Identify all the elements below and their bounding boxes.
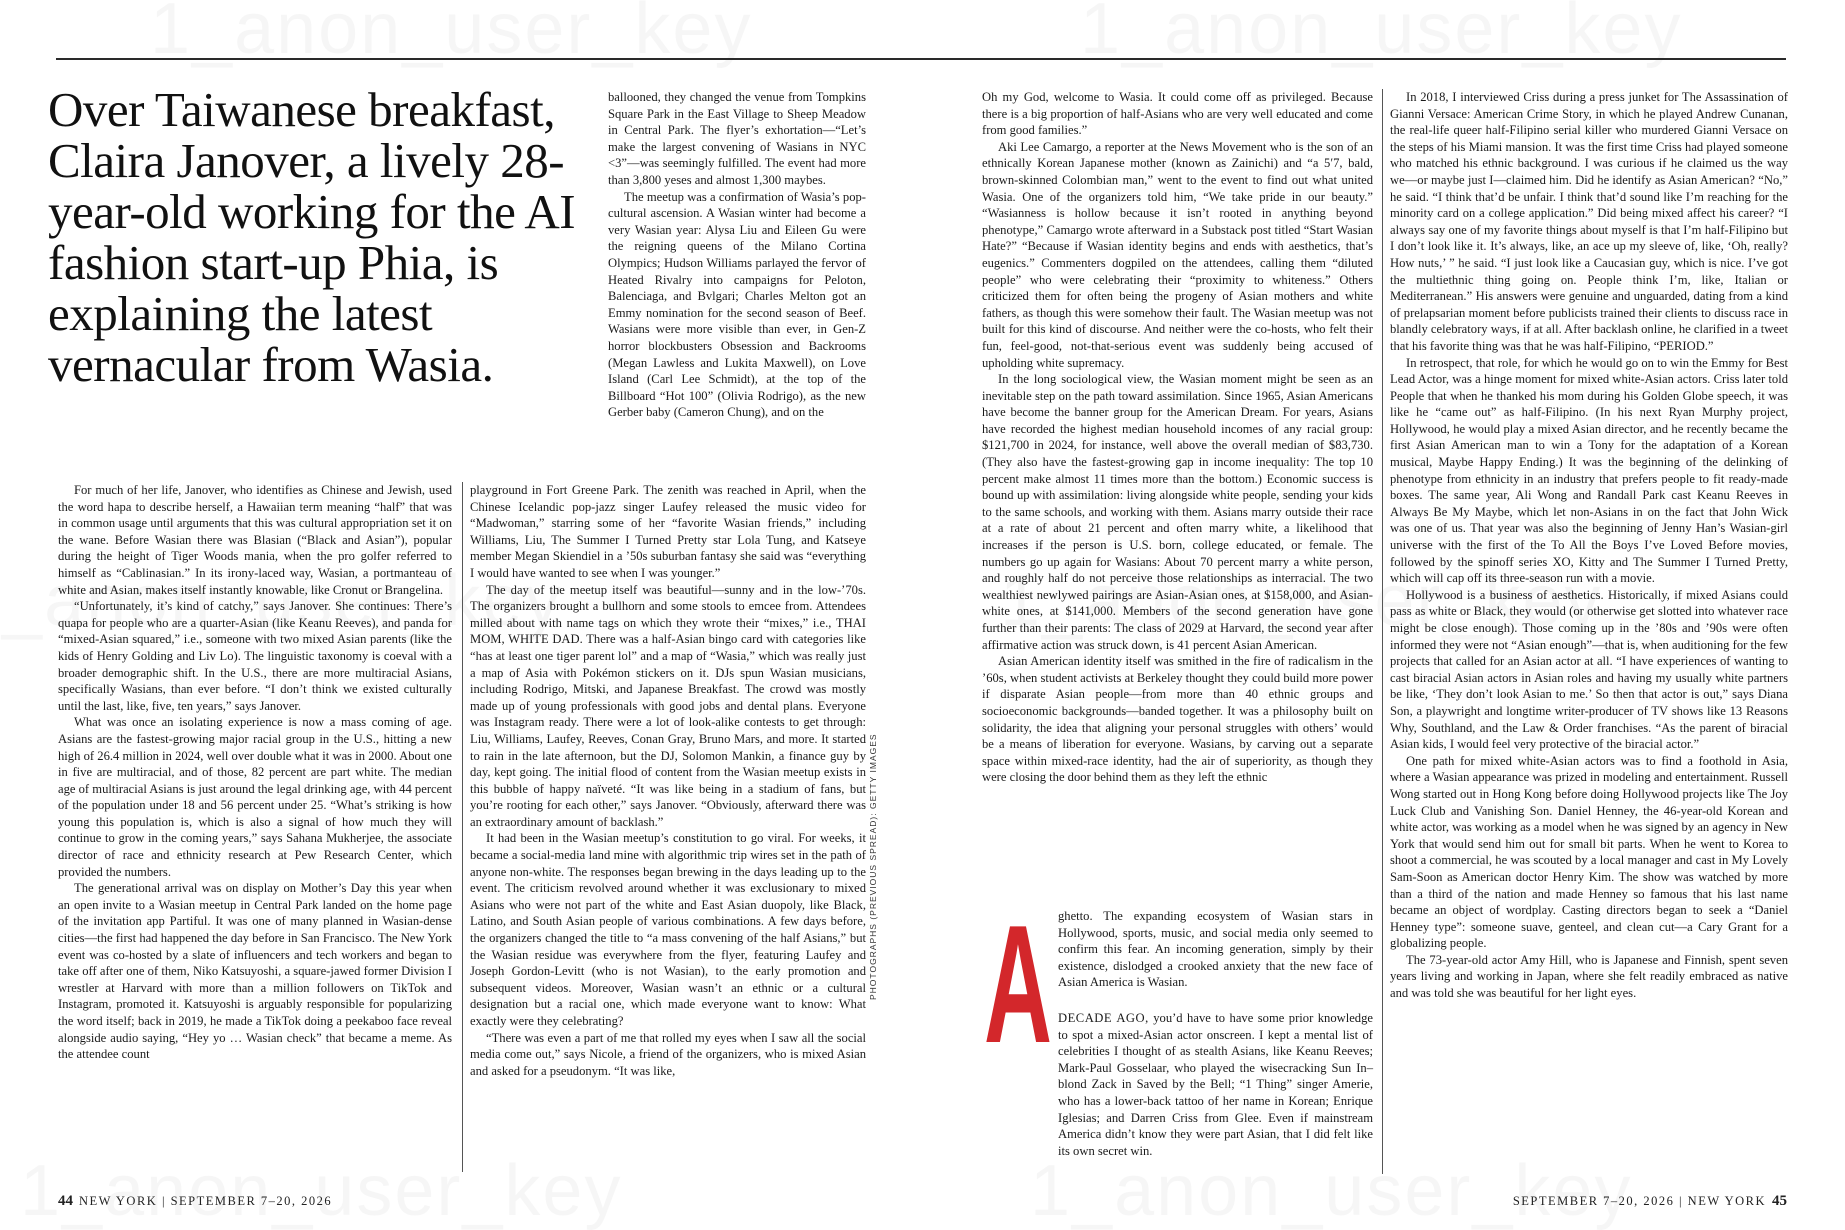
paragraph bbox=[1058, 1010, 1373, 1159]
folio-text: NEW YORK | SEPTEMBER 7–20, 2026 bbox=[79, 1194, 333, 1208]
paragraph: The generational arrival was on display on Mother’s Day this year when an open invite to a Wasian meetup in Central Park landed on the home page of the invitation app Partiful. It was one of many planned in Wasian-dense cities—the first had happened the day before in San Francisco. The New York event was co-hosted by a slate of influencers and tech workers and began to take off after one of them, Niko Katsuyoshi, a square-jawed former Division I wrestler at Harvard with more than a million followers on TikTok and Instagram, promoted it. Katsuyoshi is arguably responsible for popularizing the word itself; back in 2019, he made a TikTok doing a peekaboo face reveal alongside audio saying, “Hey yo … Wasian check” that became a meme. As the attendee count bbox=[58, 881, 452, 1062]
paragraph: In the long sociological view, the Wasian moment might be seen as an inevitable step on the path toward assimilation. Since 1965, Asian Americans have become the banner group for the American Dream. For years, Asians have recorded the highest median household incomes of any racial group: $121,700 in 2024, for instance, well above the overall median of $83,730. (They also have the fastest-growing gap in income inequality: The top 10 percent make almost 11 times more than the bottom.) Economic success is bound up with assimilation: living alongside white people, sending your kids to the same schools, and working with them. Asians marry outside their race at a rate of about 21 percent and often marry white, a likelihood that increases if the person is U.S. born, college educated, or female. The numbers go up again for Wasians: About 70 percent marry a white person, and roughly half do not perceive those relationships as interracial. The two wealthiest newlywed pairings are Asian-Asian ones, at $158,000, and Asian-white ones, at $141,000. Members of the second generation have gone further than their parents: The class of 2029 at Harvard, the second year after affirmative action was struck down, is 41 percent Asian American. bbox=[982, 372, 1373, 652]
paragraph: It had been in the Wasian meetup’s constitution to go viral. For weeks, it became a social-media land mine with algorithmic trip wires set in the path of anyone non-white. The responses began brewing in the days leading up to the event. The criticism revolved around whether it was exclusionary to mixed Asians who were not part of the white and East Asian duopoly, like Black, Latino, and South Asian people of various combinations. A few days before, the organizers changed the title to “a mass convening of the half Asians,” but the Wasian residue was everywhere from the flyer, featuring Laufey and Joseph Gordon-Levitt (who is not Wasian), to the early promotion and subsequent videos. Moreover, Wasian wasn’t an ethnic or a cultural designation but a racial one, which made everyone want to know: What exactly were they celebrating? bbox=[470, 831, 866, 1028]
paragraph: Hollywood is a business of aesthetics. Historically, if mixed Asians could pass as white or Black, they would (or otherwise get slotted into whatever race might be close enough). Those coming up in the ’80s and ’90s were often informed they were not “Asian enough”—that is, when auditioning for the few projects that called for an Asian actor at all. “I have experiences of wanting to cast biracial Asian actors in Asian roles and having my usually white partners be like, ‘They don’t look Asian to me.’ So then that actor is out,” says Diana Son, a playwright and longtime writer-producer of TV shows like 13 Reasons Why, Southland, and the Law & Order franchises. “As the parent of biracial Asian kids, I would feel very protective of the biracial actor.” bbox=[1390, 587, 1788, 752]
paragraph: The 73-year-old actor Amy Hill, who is Japanese and Finnish, spent seven years living and working in Japan, where she felt readily embraced as native and was told she was beautiful for her light eyes. bbox=[1390, 952, 1788, 1001]
folio-right bbox=[1513, 1193, 1787, 1210]
paragraph: “There was even a part of me that rolled my eyes when I saw all the social media come out,” says Nicole, a friend of the organizers, who is mixed Asian and asked for a pseudonym. “It was like, bbox=[470, 1030, 866, 1078]
column-1 bbox=[58, 482, 452, 1063]
column-3 bbox=[982, 89, 1373, 786]
column-rule bbox=[1382, 89, 1383, 1174]
page-number: 45 bbox=[1772, 1193, 1787, 1209]
paragraph: ghetto. The expanding ecosystem of Wasian stars in Hollywood, sports, music, and social media only seemed to confirm this fear. An incoming generation, simply by their existence, dislodged a crooked anxiety that the new face of Asian America is Wasian. bbox=[1058, 909, 1373, 990]
paragraph: Aki Lee Camargo, a reporter at the News Movement who is the son of an ethnically Korean Japanese mother (known as Zainichi) and “a 5′7, bald, brown-skinned Colombian man,” went to the event to find out what united Wasia. One of the organizers told him, “We take pride in our beauty.” “Wasianness is hollow because it isn’t rooted in anything beyond phenotype,” Camargo wrote afterward in a Substack post titled “Start Wasian Hate?” “Because if Wasian identity begins and ends with aesthetics, that’s eugenics.” Commenters dogpiled on the attendees, calling them “diluted people” who were celebrating their “proximity to whiteness.” Others criticized them for often being the progeny of Asian mothers and white fathers, as though this were somehow their fault. The Wasian meetup was not built for this kind of discourse. And neither were the co-hosts, who felt their fun, feel-good, not-that-serious event was suddenly being accused of upholding white supremacy. bbox=[982, 139, 1373, 370]
paragraph: One path for mixed white-Asian actors was to find a foothold in Asia, where a Wasian appearance was prized in modeling and entertainment. Russell Wong started out in Hong Kong before doing Hollywood projects like The Joy Luck Club and Vanishing Son. Daniel Henney, the 46-year-old Korean and white actor, was working as a model when he was signed by an agency in New York that would send him out for small bit parts. When he went to Korea to shoot a commercial, he was scouted by a local manager and cast in My Lovely Sam-Soon as American doctor Henry Kim. The show was watched by more than a third of the nation and made Henney so famous that his last name became an object of wordplay. Casting directors began to seek a “Daniel Henney type”: someone suave, genteel, and clean cut—a Cary Grant for a globalizing people. bbox=[1390, 753, 1788, 951]
dropcap-letter: A bbox=[984, 918, 1052, 1046]
page-number: 44 bbox=[58, 1193, 73, 1209]
folio-left bbox=[58, 1193, 332, 1210]
paragraph: For much of her life, Janover, who identifies as Chinese and Jewish, used the word hapa to describe herself, a Hawaiian term meaning “half” that was in common usage until arguments that this was cultural appropriation set it on the wane. Before Wasian there was Blasian (“Black and Asian”), popular during the height of Tiger Woods mania, when the pro golfer referred to himself as “Cablinasian.” In its irony-laced way, Wasian, a portmanteau of white and Asian, makes itself instantly knowable, like Cronut or Brangelina. bbox=[58, 483, 452, 597]
column-3-after-dropcap bbox=[1058, 1010, 1373, 1159]
dropcap-a bbox=[984, 918, 1052, 1046]
paragraph: ballooned, they changed the venue from Tompkins Square Park in the East Village to Sheep Meadow in Central Park. The flyer’s exhortation—“Let’s make the largest convening of Wasians in NYC <3”—was seemingly fulfilled. The event had more than 3,800 yeses and almost 1,300 maybes. bbox=[608, 90, 866, 187]
paragraph: What was once an isolating experience is now a mass coming of age. Asians are the fastest-growing major racial group in the U.S., hitting a new high of 26.4 million in 2024, well over double what it was in 2000. About one in five are multiracial, and of those, 82 percent are part white. The median age of multiracial Asians is just around the legal drinking age, with 44 percent of the population under 18 and 56 percent under 25. “What’s striking is how young this population is, which is also a signal of how much they will continue to grow in the coming years,” says Sahana Mukherjee, the associate director of race and ethnicity research at Pew Research Center, which provided the numbers. bbox=[58, 715, 452, 879]
paragraph: playground in Fort Greene Park. The zenith was reached in April, when the Chinese Icelandic pop-jazz singer Laufey released the music video for “Madwoman,” starring some of her “favorite Wasian friends,” including Williams, Liu, The Summer I Turned Pretty star Lola Tung, and Katseye member Megan Skiendiel in a ’50s suburban fantasy she said was “everything I would have wanted to see when I was younger.” bbox=[470, 483, 866, 580]
headline: Over Taiwanese breakfast, Claira Janover, a lively 28-year-old working for the AI fashion start-up Phia, is explaining the latest vernacular from Wasia. bbox=[48, 82, 576, 392]
paragraph: The meetup was a confirmation of Wasia’s pop-cultural ascension. A Wasian winter had become a very Wasian year: Alysa Liu and Eileen Gu were the reigning queens of the Milano Cortina Olympics; Hudson Williams parlayed the fervor of Heated Rivalry into campaigns for Peloton, Balenciaga, and Bvlgari; Charles Melton got an Emmy nomination for the second season of Beef. Wasians were more visible than ever, in Gen-Z horror blockbusters Obsession and Backrooms (Megan Lawless and Lukita Maxwell), on Love Island (Carl Lee Schmidt), at the top of the Billboard “Hot 100” (Olivia Rodrigo), as the new Gerber baby (Cameron Chung), and on the bbox=[608, 189, 866, 420]
paragraph: “Unfortunately, it’s kind of catchy,” says Janover. She continues: There’s quapa for people who are a quarter-Asian (like Keanu Reeves), and panda for “mixed-Asian squared,” i.e., someone with two mixed Asian parents (like the kids of Henry Golding and Liv Lo). The linguistic taxonomy is coeval with a broader demographic shift. In the U.S., there are more multiracial Asians, specifically Wasians, than ever before. “I don’t think we existed culturally until the last, like, five, ten years,” says Janover. bbox=[58, 599, 452, 713]
column-3-wrap bbox=[1058, 908, 1373, 991]
watermark-text bbox=[20, 1150, 622, 1230]
folio-text: SEPTEMBER 7–20, 2026 | NEW YORK bbox=[1512, 1194, 1766, 1208]
paragraph-body: you’d have to have some prior knowledge to spot a mixed-Asian actor onscreen. I kept a mental list of celebrities I thought of as stealth Asians, like Keanu Reeves; Mark-Paul Gosselaar, who played the wisecracking Sun In–blond Zack in Saved by the Bell; “1 Thing” singer Amerie, who has a lower-back tattoo of her name in Korean; Enrique Iglesias; and Darren Criss from Glee. Even if mainstream America didn’t know they were part Asian, that I did felt like its own secret win. bbox=[1058, 1011, 1373, 1158]
column-rule bbox=[462, 482, 463, 1172]
paragraph: Oh my God, welcome to Wasia. It could come off as privileged. Because there is a big proportion of half-Asians who are very well educated and come from good families.” bbox=[982, 90, 1373, 138]
column-2 bbox=[470, 482, 866, 1079]
column-2-top bbox=[608, 89, 866, 421]
paragraph: In 2018, I interviewed Criss during a press junket for The Assassination of Gianni Versace: American Crime Story, in which he played Andrew Cunanan, the real-life queer half-Filipino serial killer who murdered Gianni Versace on the steps of his Miami mansion. It was the first time Criss had played someone who matched his ethnic background. I was curious if he claimed us the way we—or maybe just I—claimed him. Did he identify as Asian American? “No,” he said. “I think that’d be unfair. I think that’d sound like I’m reaching for the minority card on a college application.” Did being mixed affect his career? “I always say one of my favorite things about myself is that I’m half-Filipino but I don’t look like it. It’s always, like, an ace up my sleeve of, like, ‘Oh, really? How nuts,’ ” he said. “I just look like a Caucasian guy, which is nice. I’ve got the multiethnic thing going on. People think I’m, like, Italian or Mediterranean.” His answers were genuine and unguarded, dating from a kind of prelapsarian moment before publicists trained their clients to discuss race in blandly celebratory ways, if at all. After backlash online, he clarified in a tweet that his favorite thing was that he was half-Filipino, “PERIOD.” bbox=[1390, 90, 1788, 353]
paragraph: Asian American identity itself was smithed in the fire of radicalism in the ’60s, when student activists at Berkeley thought they could build more power if disparate Asian people—from more than 40 ethnic groups and socioeconomic backgrounds—banded together. It was a philosophy built on solidarity, the idea that aligning your personal struggles with others’ would be a means of liberation for everyone. Wasians, by carving out a separate space within mixed-race identity, had the air of superiority, as though they were closing the door behind them as they left the ethnic bbox=[982, 654, 1373, 785]
lead-in: DECADE AGO, bbox=[1058, 1011, 1149, 1025]
paragraph: The day of the meetup itself was beautiful—sunny and in the low-’70s. The organizers brought a bullhorn and some stools to emcee from. Attendees milled about with name tags on which they wrote their “mixes,” i.e., THAI MOM, WHITE DAD. There was a half-Asian bingo card with categories like “has at least one tiger parent lol” and a map of “Wasia,” which was really just a map of Asia with Pokémon stickers on it. DJs spun Wasian musicians, including Rodrigo, Mitski, and Japanese Breakfast. The crowd was mostly made up of young professionals with good jobs and dental plans. Everyone was Instagram ready. There were a lot of look-alike contests to get through: Liu, Williams, Laufey, Reeves, Conan Gray, Bruno Mars, and more. It started to rain in the late afternoon, but the DJ, Solomon Mankin, a finance guy by day, kept going. The initial flood of content from the Wasian meetup exists in this bubble of happy naïveté. “It was like being in a stadium of fans, but you’re rooting for each other,” says Janover. “Obviously, afterward there was an extraordinary amount of backlash.” bbox=[470, 582, 866, 829]
top-rule bbox=[56, 58, 1786, 60]
column-4 bbox=[1390, 89, 1788, 1002]
watermark-text bbox=[1030, 1150, 1632, 1230]
paragraph: In retrospect, that role, for which he would go on to win the Emmy for Best Lead Actor, was a hinge moment for mixed white-Asian actors. Criss later told People that when he thanked his mom during his Golden Globe speech, it was like he “came out” as half-Filipino. (In his next Ryan Murphy project, Hollywood, he would play a mixed Asian director, and he recently became the first Asian American man to win a Tony for the adaptation of a Korean musical, Maybe Happy Ending.) It was the beginning of the delinking of phenotype from ethnicity in an industry that prefers people to fit ready-made boxes. The same year, Ali Wong and Randall Park cast Keanu Reeves in Always Be My Maybe, which let non-Asians in on the fact that John Wick was one of us. That year was also the beginning of Jenny Han’s Wasian-girl universe with the first of the To All the Boys I’ve Loved Before movies, followed by the spinoff series XO, Kitty and The Summer I Turned Pretty, which will cap off its three-season run with a movie. bbox=[1390, 355, 1788, 586]
photo-credit: PHOTOGRAPHS (PREVIOUS SPREAD): GETTY IMAGES bbox=[868, 733, 878, 1000]
